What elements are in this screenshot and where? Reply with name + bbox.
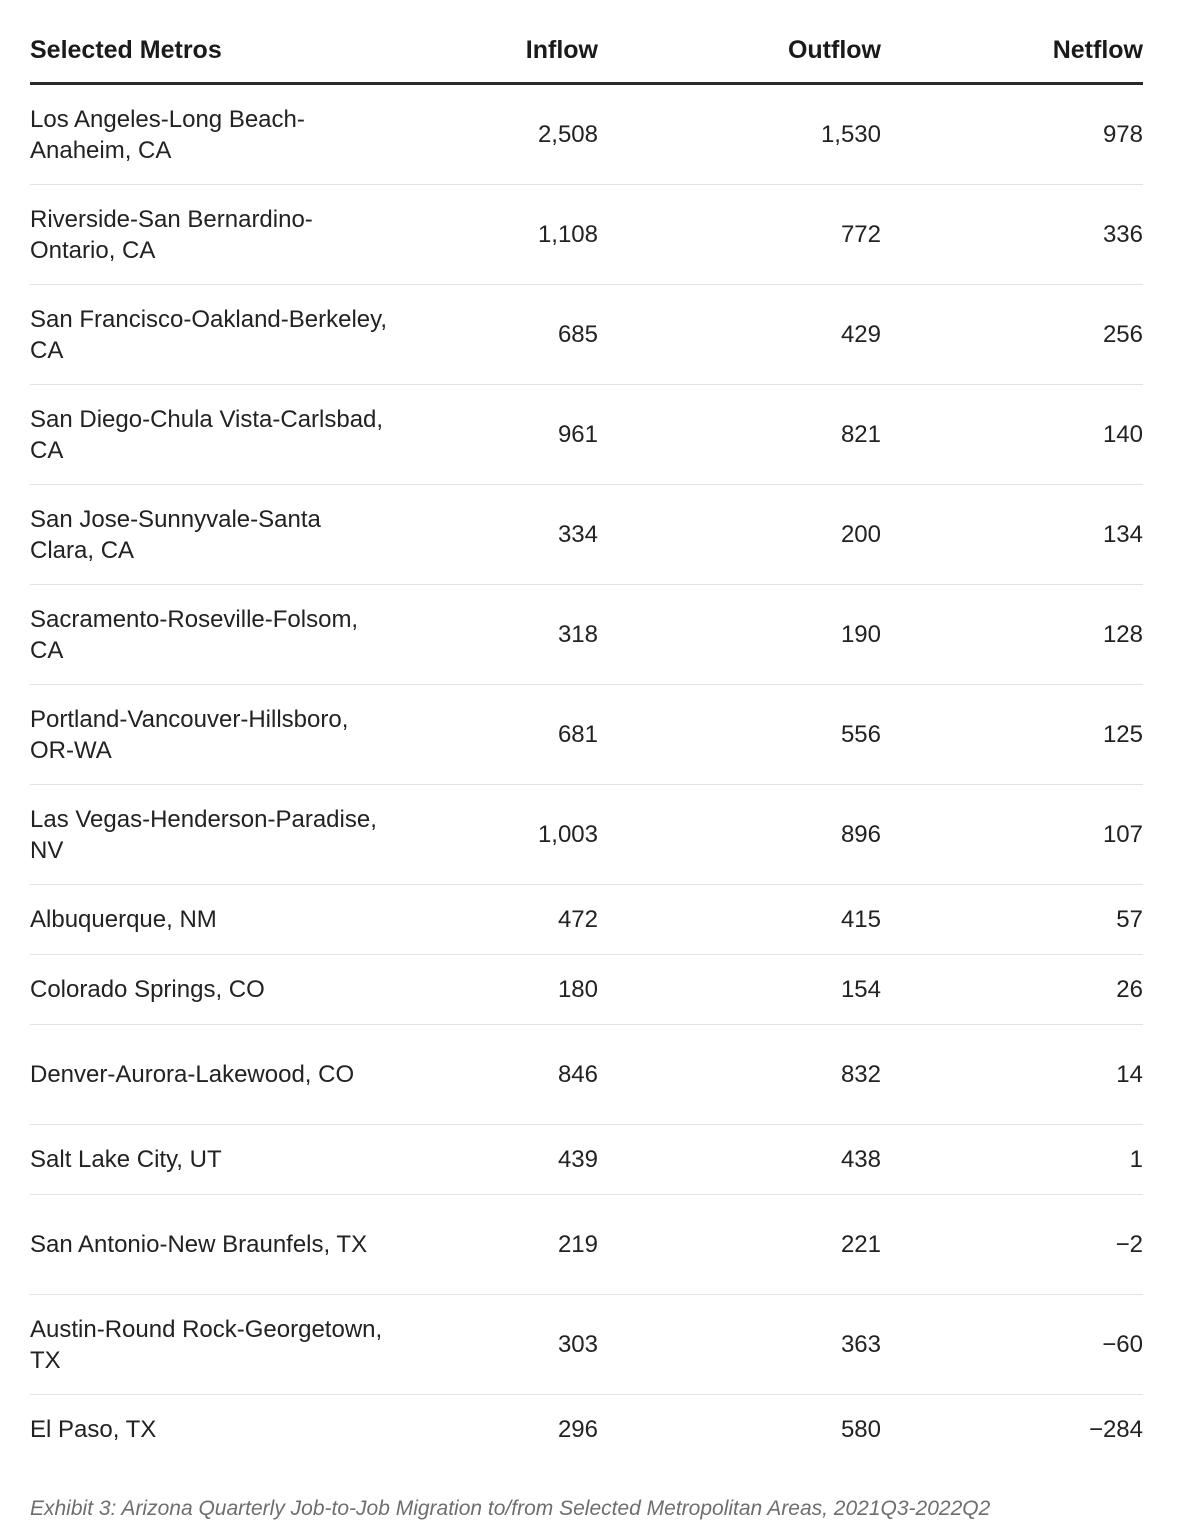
inflow-cell: 846 bbox=[450, 1025, 598, 1125]
table-row bbox=[30, 1295, 1143, 1395]
netflow-cell: 107 bbox=[881, 785, 1143, 885]
inflow-cell: 1,003 bbox=[450, 785, 598, 885]
metro-cell: Riverside-San Bernardino-Ontario, CA bbox=[30, 185, 450, 285]
table-row bbox=[30, 84, 1143, 185]
netflow-cell: 134 bbox=[881, 485, 1143, 585]
netflow-cell: 125 bbox=[881, 685, 1143, 785]
outflow-cell: 429 bbox=[598, 285, 881, 385]
inflow-cell: 685 bbox=[450, 285, 598, 385]
table-row bbox=[30, 1195, 1143, 1295]
outflow-cell: 415 bbox=[598, 885, 881, 955]
table-row bbox=[30, 785, 1143, 885]
outflow-cell: 221 bbox=[598, 1195, 881, 1295]
inflow-cell: 681 bbox=[450, 685, 598, 785]
netflow-cell: 128 bbox=[881, 585, 1143, 685]
outflow-cell: 821 bbox=[598, 385, 881, 485]
inflow-cell: 2,508 bbox=[450, 84, 598, 185]
migration-table-container bbox=[30, 18, 1143, 1464]
column-header-metros: Selected Metros bbox=[30, 18, 450, 84]
metro-cell: Austin-Round Rock-Georgetown, TX bbox=[30, 1295, 450, 1395]
netflow-cell: 1 bbox=[881, 1125, 1143, 1195]
outflow-cell: 772 bbox=[598, 185, 881, 285]
outflow-cell: 832 bbox=[598, 1025, 881, 1125]
outflow-cell: 438 bbox=[598, 1125, 881, 1195]
metro-cell: Sacramento-Roseville-Folsom, CA bbox=[30, 585, 450, 685]
outflow-cell: 1,530 bbox=[598, 84, 881, 185]
table-row bbox=[30, 485, 1143, 585]
outflow-cell: 580 bbox=[840, 1416, 881, 1443]
metro-cell: Portland-Vancouver-Hillsboro, OR-WA bbox=[30, 685, 450, 785]
outflow-cell: 190 bbox=[598, 585, 881, 685]
metro-cell: Colorado Springs, CO bbox=[30, 955, 450, 1025]
netflow-cell: 256 bbox=[881, 285, 1143, 385]
netflow-cell: 978 bbox=[881, 84, 1143, 185]
metro-cell: El Paso, TX bbox=[30, 1416, 157, 1443]
metro-cell: Albuquerque, NM bbox=[30, 885, 450, 955]
netflow-cell: 57 bbox=[881, 885, 1143, 955]
table-row bbox=[30, 685, 1143, 785]
inflow-cell: 439 bbox=[450, 1125, 598, 1195]
inflow-cell: 961 bbox=[450, 385, 598, 485]
column-header-netflow: Netflow bbox=[881, 18, 1143, 84]
inflow-cell: 180 bbox=[450, 955, 598, 1025]
table-row bbox=[30, 885, 1143, 955]
table-row bbox=[30, 1025, 1143, 1125]
outflow-cell: 200 bbox=[598, 485, 881, 585]
netflow-cell: 14 bbox=[881, 1025, 1143, 1125]
table-header-row bbox=[30, 18, 1143, 84]
inflow-cell: 472 bbox=[450, 885, 598, 955]
metro-cell: San Francisco-Oakland-Berkeley, CA bbox=[30, 285, 450, 385]
outflow-cell: 154 bbox=[598, 955, 881, 1025]
metro-cell: San Diego-Chula Vista-Carlsbad, CA bbox=[30, 385, 450, 485]
table-row bbox=[30, 185, 1143, 285]
netflow-cell: 26 bbox=[881, 955, 1143, 1025]
column-header-inflow: Inflow bbox=[450, 18, 598, 84]
metro-cell: Los Angeles-Long Beach-Anaheim, CA bbox=[30, 84, 450, 185]
table-row bbox=[30, 585, 1143, 685]
inflow-cell: 296 bbox=[557, 1416, 598, 1443]
table-row bbox=[30, 1395, 1143, 1465]
inflow-cell: 334 bbox=[450, 485, 598, 585]
netflow-cell: 140 bbox=[881, 385, 1143, 485]
outflow-cell: 363 bbox=[598, 1295, 881, 1395]
outflow-cell: 556 bbox=[598, 685, 881, 785]
metro-cell: Denver-Aurora-Lakewood, CO bbox=[30, 1025, 450, 1125]
migration-table bbox=[30, 18, 1143, 1464]
netflow-cell: −284 bbox=[1088, 1416, 1143, 1443]
metro-cell: San Jose-Sunnyvale-Santa Clara, CA bbox=[30, 485, 450, 585]
inflow-cell: 318 bbox=[450, 585, 598, 685]
table-row bbox=[30, 955, 1143, 1025]
metro-cell: San Antonio-New Braunfels, TX bbox=[30, 1195, 450, 1295]
column-header-outflow: Outflow bbox=[598, 18, 881, 84]
table-row bbox=[30, 285, 1143, 385]
metro-cell: Salt Lake City, UT bbox=[30, 1125, 450, 1195]
inflow-cell: 219 bbox=[450, 1195, 598, 1295]
inflow-cell: 1,108 bbox=[450, 185, 598, 285]
netflow-cell: −60 bbox=[881, 1295, 1143, 1395]
table-row bbox=[30, 1125, 1143, 1195]
netflow-cell: 336 bbox=[881, 185, 1143, 285]
outflow-cell: 896 bbox=[598, 785, 881, 885]
table-row bbox=[30, 385, 1143, 485]
chart-caption: Exhibit 3: Arizona Quarterly Job-to-Job Migration to/from Selected Metropolitan Areas, 2021Q3-2022Q2 bbox=[30, 1497, 991, 1520]
inflow-cell: 303 bbox=[450, 1295, 598, 1395]
metro-cell: Las Vegas-Henderson-Paradise, NV bbox=[30, 785, 450, 885]
netflow-cell: −2 bbox=[881, 1195, 1143, 1295]
